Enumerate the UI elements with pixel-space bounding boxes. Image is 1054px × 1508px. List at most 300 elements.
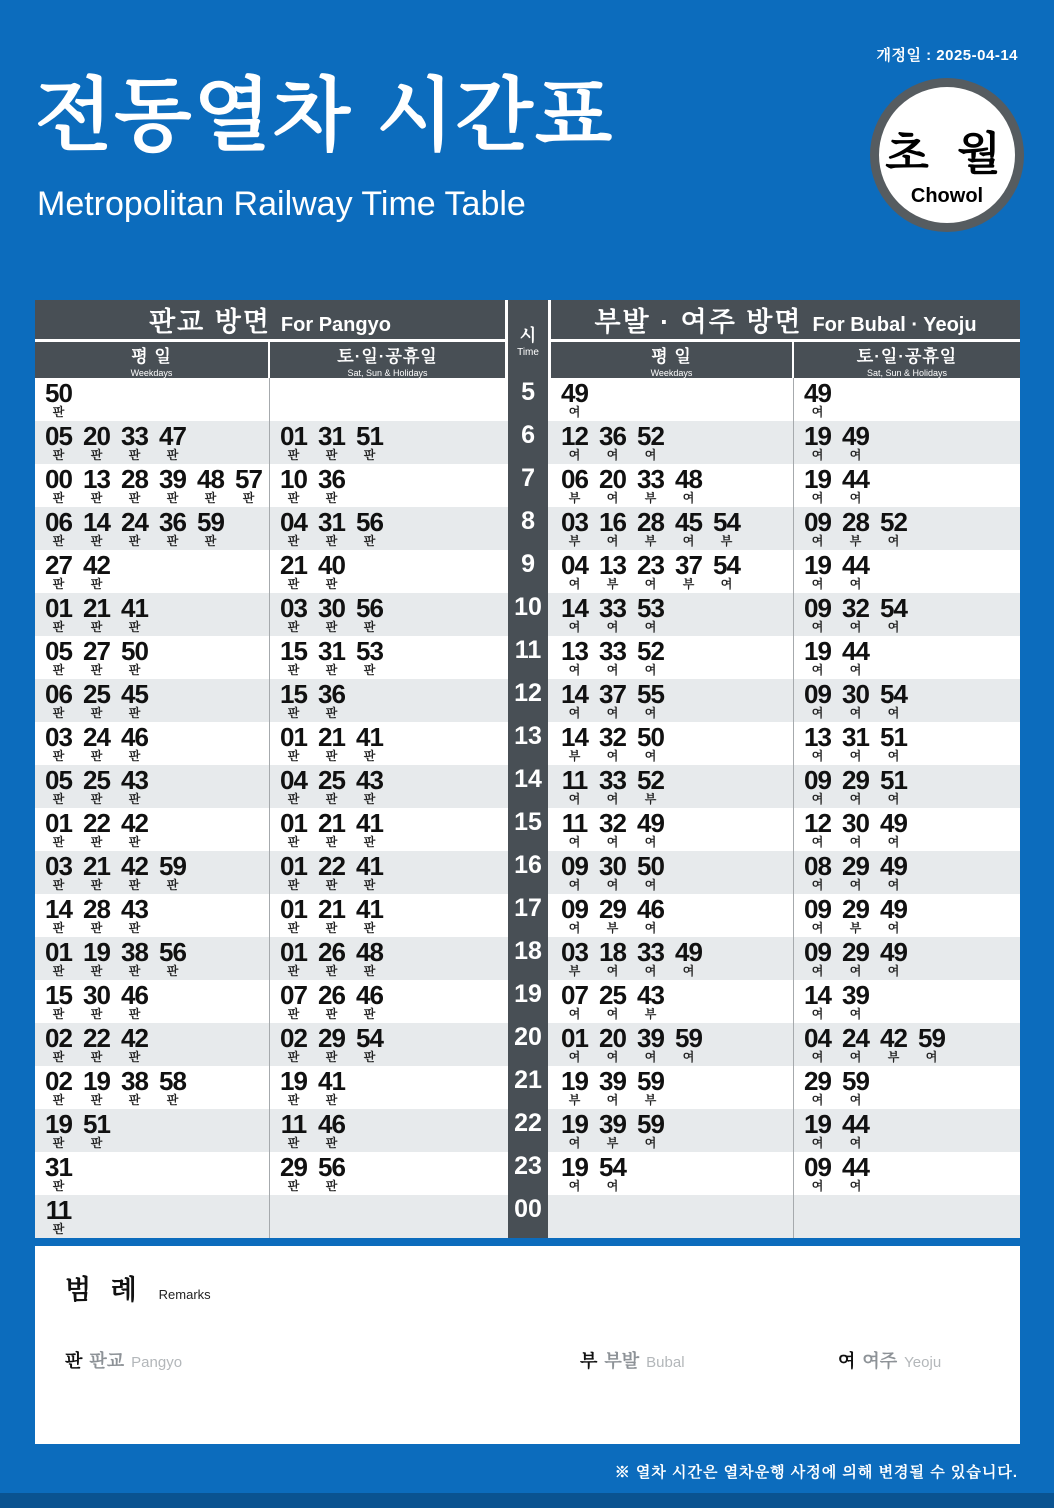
minutes-cell — [551, 980, 794, 1023]
departure-entry: 01 판 — [45, 593, 72, 634]
column-header-pangyo-weekdays: 평 일 Weekdays — [35, 342, 270, 378]
departure-entry: 56 판 — [159, 937, 186, 978]
hour-label: 9 — [505, 550, 551, 593]
minutes-cell — [35, 421, 270, 464]
departure-entry: 53 여 — [637, 593, 664, 634]
timetable — [35, 300, 1020, 1238]
timetable-row — [35, 1109, 1020, 1152]
minutes-cell — [551, 593, 794, 636]
hour-label: 17 — [505, 894, 551, 937]
departure-entry: 06 판 — [45, 507, 72, 548]
departure-entry: 19 판 — [83, 937, 110, 978]
departure-entry: 41 판 — [121, 593, 148, 634]
departure-entry: 48 판 — [197, 464, 224, 505]
departure-entry: 01 판 — [280, 894, 307, 935]
departure-entry: 40 판 — [318, 550, 345, 591]
departure-entry: 41 판 — [356, 808, 383, 849]
departure-entry: 45 여 — [675, 507, 702, 548]
minutes-cell — [35, 464, 270, 507]
timetable-row — [35, 1195, 1020, 1238]
minutes-cell — [35, 894, 270, 937]
direction-header-bubal-yeoju: 부발 · 여주 방면 For Bubal · Yeoju — [551, 300, 1020, 342]
departure-entry: 29 여 — [842, 851, 869, 892]
hour-label: 11 — [505, 636, 551, 679]
timetable-row — [35, 980, 1020, 1023]
departure-entry: 56 판 — [318, 1152, 345, 1193]
departure-entry: 51 판 — [356, 421, 383, 462]
minutes-cell — [35, 808, 270, 851]
departure-entry: 19 판 — [45, 1109, 72, 1150]
departure-entry: 01 판 — [280, 937, 307, 978]
departure-entry: 51 여 — [880, 722, 907, 763]
departure-entry: 15 판 — [280, 679, 307, 720]
timetable-row — [35, 765, 1020, 808]
departure-entry: 27 판 — [83, 636, 110, 677]
hour-label: 00 — [505, 1195, 551, 1238]
departure-entry: 02 판 — [280, 1023, 307, 1064]
departure-entry: 41 판 — [356, 722, 383, 763]
minutes-cell — [270, 636, 505, 679]
departure-entry: 50 여 — [637, 851, 664, 892]
departure-entry: 11 판 — [45, 1195, 72, 1236]
departure-entry: 59 여 — [918, 1023, 945, 1064]
departure-entry: 49 여 — [880, 851, 907, 892]
departure-entry: 27 판 — [45, 550, 72, 591]
departure-entry: 28 부 — [842, 507, 869, 548]
departure-entry: 19 부 — [561, 1066, 588, 1107]
departure-entry: 46 여 — [637, 894, 664, 935]
departure-entry: 31 판 — [318, 421, 345, 462]
departure-entry: 31 판 — [318, 636, 345, 677]
departure-entry: 45 판 — [121, 679, 148, 720]
departure-entry: 58 판 — [159, 1066, 186, 1107]
minutes-cell — [35, 636, 270, 679]
departure-entry: 41 판 — [356, 851, 383, 892]
departure-entry: 39 여 — [842, 980, 869, 1021]
column-header-pangyo-holidays: 토·일·공휴일 Sat, Sun & Holidays — [270, 342, 505, 378]
minutes-cell — [270, 464, 505, 507]
departure-entry: 56 판 — [356, 593, 383, 634]
departure-entry: 30 여 — [842, 679, 869, 720]
departure-entry: 41 판 — [318, 1066, 345, 1107]
departure-entry: 19 여 — [804, 550, 831, 591]
minutes-cell — [35, 593, 270, 636]
departure-entry: 42 판 — [121, 808, 148, 849]
departure-entry: 59 여 — [842, 1066, 869, 1107]
departure-entry: 29 여 — [842, 765, 869, 806]
departure-entry: 28 판 — [83, 894, 110, 935]
station-name-kr: 초 월 — [885, 128, 1009, 179]
departure-entry: 09 여 — [561, 894, 588, 935]
departure-entry: 19 여 — [804, 421, 831, 462]
departure-entry: 30 여 — [599, 851, 626, 892]
station-badge — [870, 78, 1024, 232]
departure-entry: 09 여 — [804, 937, 831, 978]
timetable-row — [35, 507, 1020, 550]
minutes-cell — [794, 937, 1020, 980]
departure-entry: 59 판 — [197, 507, 224, 548]
departure-entry: 49 여 — [842, 421, 869, 462]
departure-entry: 50 판 — [45, 378, 72, 419]
departure-entry: 29 여 — [804, 1066, 831, 1107]
hour-label: 22 — [505, 1109, 551, 1152]
departure-entry: 25 판 — [83, 765, 110, 806]
minutes-cell — [551, 722, 794, 765]
hour-label: 12 — [505, 679, 551, 722]
minutes-cell — [270, 808, 505, 851]
departure-entry: 42 판 — [121, 1023, 148, 1064]
departure-entry: 56 판 — [356, 507, 383, 548]
minutes-cell — [270, 980, 505, 1023]
departure-entry: 15 판 — [45, 980, 72, 1021]
minutes-cell — [551, 464, 794, 507]
departure-entry: 26 판 — [318, 980, 345, 1021]
departure-entry: 31 여 — [842, 722, 869, 763]
timetable-row — [35, 378, 1020, 421]
minutes-cell — [270, 937, 505, 980]
minutes-cell — [794, 722, 1020, 765]
departure-entry: 01 판 — [280, 808, 307, 849]
hour-label: 10 — [505, 593, 551, 636]
minutes-cell — [270, 1023, 505, 1066]
hour-label: 23 — [505, 1152, 551, 1195]
minutes-cell — [35, 550, 270, 593]
footer-disclaimer: ※ 열차 시간은 열차운행 사정에 의해 변경될 수 있습니다. — [614, 1464, 1018, 1481]
departure-entry: 42 판 — [83, 550, 110, 591]
departure-entry: 59 판 — [159, 851, 186, 892]
departure-entry: 39 부 — [599, 1109, 626, 1150]
departure-entry: 15 판 — [280, 636, 307, 677]
departure-entry: 03 판 — [280, 593, 307, 634]
departure-entry: 32 여 — [599, 722, 626, 763]
legend-title: 범 례 Remarks — [65, 1275, 211, 1305]
timetable-row — [35, 636, 1020, 679]
column-header-bubal-holidays: 토·일·공휴일 Sat, Sun & Holidays — [794, 342, 1020, 378]
departure-entry: 42 판 — [121, 851, 148, 892]
departure-entry: 43 판 — [121, 894, 148, 935]
departure-entry: 44 여 — [842, 550, 869, 591]
departure-entry: 16 여 — [599, 507, 626, 548]
hour-label: 8 — [505, 507, 551, 550]
departure-entry: 52 여 — [637, 421, 664, 462]
minutes-cell — [551, 1066, 794, 1109]
departure-entry: 19 판 — [280, 1066, 307, 1107]
timetable-row — [35, 851, 1020, 894]
legend-item-yeoju: 여 여주 Yeoju — [838, 1351, 942, 1371]
minutes-cell — [35, 937, 270, 980]
departure-entry: 14 판 — [45, 894, 72, 935]
departure-entry: 55 여 — [637, 679, 664, 720]
departure-entry: 52 여 — [880, 507, 907, 548]
minutes-cell — [794, 464, 1020, 507]
minutes-cell — [794, 636, 1020, 679]
minutes-cell — [794, 1195, 1020, 1238]
departure-entry: 59 여 — [675, 1023, 702, 1064]
departure-entry: 10 판 — [280, 464, 307, 505]
timetable-row — [35, 1023, 1020, 1066]
departure-entry: 12 여 — [561, 421, 588, 462]
minutes-cell — [35, 765, 270, 808]
departure-entry: 50 여 — [637, 722, 664, 763]
minutes-cell — [270, 550, 505, 593]
departure-entry: 30 여 — [842, 808, 869, 849]
departure-entry: 04 여 — [561, 550, 588, 591]
departure-entry: 49 여 — [561, 378, 588, 419]
departure-entry: 19 여 — [561, 1152, 588, 1193]
departure-entry: 51 판 — [83, 1109, 110, 1150]
departure-entry: 59 부 — [637, 1066, 664, 1107]
departure-entry: 48 판 — [356, 937, 383, 978]
departure-entry: 24 여 — [842, 1023, 869, 1064]
hour-label: 19 — [505, 980, 551, 1023]
minutes-cell — [794, 507, 1020, 550]
column-header-bubal-weekdays: 평 일 Weekdays — [551, 342, 794, 378]
departure-entry: 14 부 — [561, 722, 588, 763]
departure-entry: 46 판 — [121, 980, 148, 1021]
minutes-cell — [794, 421, 1020, 464]
timetable-row — [35, 1152, 1020, 1195]
legend-panel — [35, 1246, 1020, 1444]
departure-entry: 12 여 — [804, 808, 831, 849]
departure-entry: 50 판 — [121, 636, 148, 677]
departure-entry: 13 부 — [599, 550, 626, 591]
departure-entry: 52 여 — [637, 636, 664, 677]
timetable-row — [35, 464, 1020, 507]
hour-label: 14 — [505, 765, 551, 808]
departure-entry: 02 판 — [45, 1023, 72, 1064]
departure-entry: 08 여 — [804, 851, 831, 892]
timetable-row — [35, 550, 1020, 593]
departure-entry: 57 판 — [235, 464, 262, 505]
departure-entry: 04 판 — [280, 765, 307, 806]
departure-entry: 49 여 — [880, 937, 907, 978]
departure-entry: 52 부 — [637, 765, 664, 806]
departure-entry: 26 판 — [318, 937, 345, 978]
minutes-cell — [270, 593, 505, 636]
minutes-cell — [35, 507, 270, 550]
departure-entry: 42 부 — [880, 1023, 907, 1064]
minutes-cell — [35, 980, 270, 1023]
departure-entry: 14 판 — [83, 507, 110, 548]
departure-entry: 22 판 — [318, 851, 345, 892]
departure-entry: 01 판 — [280, 421, 307, 462]
direction-header-pangyo: 판교 방면 For Pangyo — [35, 300, 505, 342]
timetable-row — [35, 722, 1020, 765]
departure-entry: 30 판 — [318, 593, 345, 634]
departure-entry: 33 여 — [599, 765, 626, 806]
departure-entry: 29 판 — [318, 1023, 345, 1064]
departure-entry: 33 여 — [637, 937, 664, 978]
departure-entry: 01 판 — [45, 937, 72, 978]
timetable-row — [35, 593, 1020, 636]
minutes-cell — [551, 765, 794, 808]
departure-entry: 43 판 — [356, 765, 383, 806]
departure-entry: 54 여 — [713, 550, 740, 591]
departure-entry: 13 여 — [561, 636, 588, 677]
timetable-row — [35, 808, 1020, 851]
minutes-cell — [270, 1109, 505, 1152]
departure-entry: 33 여 — [599, 593, 626, 634]
departure-entry: 01 판 — [280, 851, 307, 892]
minutes-cell — [270, 421, 505, 464]
minutes-cell — [794, 679, 1020, 722]
departure-entry: 29 부 — [599, 894, 626, 935]
departure-entry: 39 판 — [159, 464, 186, 505]
departure-entry: 24 판 — [83, 722, 110, 763]
departure-entry: 19 여 — [804, 636, 831, 677]
hour-label: 13 — [505, 722, 551, 765]
departure-entry: 09 여 — [804, 765, 831, 806]
minutes-cell — [551, 894, 794, 937]
departure-entry: 47 판 — [159, 421, 186, 462]
minutes-cell — [794, 1152, 1020, 1195]
minutes-cell — [35, 851, 270, 894]
minutes-cell — [551, 1109, 794, 1152]
departure-entry: 07 여 — [561, 980, 588, 1021]
departure-entry: 11 여 — [561, 808, 588, 849]
departure-entry: 09 여 — [804, 593, 831, 634]
departure-entry: 36 판 — [318, 464, 345, 505]
minutes-cell — [794, 894, 1020, 937]
departure-entry: 09 여 — [804, 1152, 831, 1193]
departure-entry: 36 판 — [318, 679, 345, 720]
minutes-cell — [551, 851, 794, 894]
departure-entry: 44 여 — [842, 464, 869, 505]
departure-entry: 29 판 — [280, 1152, 307, 1193]
minutes-cell — [551, 550, 794, 593]
departure-entry: 09 여 — [804, 679, 831, 720]
minutes-cell — [794, 765, 1020, 808]
departure-entry: 36 여 — [599, 421, 626, 462]
departure-entry: 02 판 — [45, 1066, 72, 1107]
departure-entry: 01 여 — [561, 1023, 588, 1064]
timetable-row — [35, 937, 1020, 980]
departure-entry: 33 여 — [599, 636, 626, 677]
departure-entry: 49 여 — [880, 894, 907, 935]
departure-entry: 13 판 — [83, 464, 110, 505]
minutes-cell — [551, 507, 794, 550]
departure-entry: 43 부 — [637, 980, 664, 1021]
departure-entry: 32 여 — [599, 808, 626, 849]
departure-entry: 19 여 — [561, 1109, 588, 1150]
minutes-cell — [35, 1109, 270, 1152]
departure-entry: 20 여 — [599, 464, 626, 505]
departure-entry: 00 판 — [45, 464, 72, 505]
minutes-cell — [35, 1195, 270, 1238]
timetable-row — [35, 894, 1020, 937]
departure-entry: 09 여 — [561, 851, 588, 892]
departure-entry: 01 판 — [280, 722, 307, 763]
departure-entry: 21 판 — [318, 894, 345, 935]
minutes-cell — [270, 722, 505, 765]
minutes-cell — [270, 1066, 505, 1109]
departure-entry: 28 부 — [637, 507, 664, 548]
departure-entry: 41 판 — [356, 894, 383, 935]
hour-label: 6 — [505, 421, 551, 464]
departure-entry: 25 판 — [318, 765, 345, 806]
departure-entry: 05 판 — [45, 765, 72, 806]
departure-entry: 06 부 — [561, 464, 588, 505]
minutes-cell — [794, 808, 1020, 851]
minutes-cell — [35, 679, 270, 722]
minutes-cell — [551, 1195, 794, 1238]
minutes-cell — [794, 980, 1020, 1023]
departure-entry: 48 여 — [675, 464, 702, 505]
minutes-cell — [270, 765, 505, 808]
station-name-en: Chowol — [910, 185, 984, 207]
minutes-cell — [551, 679, 794, 722]
departure-entry: 03 부 — [561, 937, 588, 978]
legend-item-bubal: 부 부발 Bubal — [580, 1351, 685, 1371]
departure-entry: 13 여 — [804, 722, 831, 763]
departure-entry: 23 여 — [637, 550, 664, 591]
departure-entry: 03 부 — [561, 507, 588, 548]
minutes-cell — [794, 1109, 1020, 1152]
departure-entry: 03 판 — [45, 851, 72, 892]
minutes-cell — [794, 1023, 1020, 1066]
minutes-cell — [35, 1023, 270, 1066]
minutes-cell — [270, 851, 505, 894]
minutes-cell — [270, 679, 505, 722]
departure-entry: 59 여 — [637, 1109, 664, 1150]
departure-entry: 33 판 — [121, 421, 148, 462]
departure-entry: 49 여 — [880, 808, 907, 849]
timetable-row — [35, 421, 1020, 464]
hour-label: 20 — [505, 1023, 551, 1066]
departure-entry: 25 판 — [83, 679, 110, 720]
departure-entry: 22 판 — [83, 1023, 110, 1064]
departure-entry: 24 판 — [121, 507, 148, 548]
minutes-cell — [551, 808, 794, 851]
departure-entry: 43 판 — [121, 765, 148, 806]
departure-entry: 11 판 — [280, 1109, 307, 1150]
minutes-cell — [35, 1066, 270, 1109]
departure-entry: 49 여 — [637, 808, 664, 849]
departure-entry: 07 판 — [280, 980, 307, 1021]
minutes-cell — [270, 378, 505, 421]
departure-entry: 54 여 — [880, 593, 907, 634]
minutes-cell — [794, 851, 1020, 894]
departure-entry: 29 부 — [842, 894, 869, 935]
departure-entry: 19 여 — [804, 464, 831, 505]
departure-entry: 20 여 — [599, 1023, 626, 1064]
departure-entry: 44 여 — [842, 1152, 869, 1193]
departure-entry: 30 판 — [83, 980, 110, 1021]
revision-date: 개정일 : 2025-04-14 — [876, 47, 1018, 64]
departure-entry: 04 여 — [804, 1023, 831, 1064]
departure-entry: 39 여 — [637, 1023, 664, 1064]
departure-entry: 38 판 — [121, 1066, 148, 1107]
departure-entry: 37 여 — [599, 679, 626, 720]
departure-entry: 33 부 — [637, 464, 664, 505]
minutes-cell — [35, 722, 270, 765]
departure-entry: 32 여 — [842, 593, 869, 634]
departure-entry: 54 여 — [599, 1152, 626, 1193]
departure-entry: 44 여 — [842, 636, 869, 677]
departure-entry: 29 여 — [842, 937, 869, 978]
departure-entry: 04 판 — [280, 507, 307, 548]
departure-entry: 54 여 — [880, 679, 907, 720]
minutes-cell — [551, 378, 794, 421]
departure-entry: 09 여 — [804, 894, 831, 935]
departure-entry: 18 여 — [599, 937, 626, 978]
minutes-cell — [270, 1152, 505, 1195]
hour-label: 16 — [505, 851, 551, 894]
bottom-accent-bar — [0, 1493, 1054, 1508]
minutes-cell — [794, 1066, 1020, 1109]
departure-entry: 11 여 — [561, 765, 588, 806]
departure-entry: 05 판 — [45, 421, 72, 462]
